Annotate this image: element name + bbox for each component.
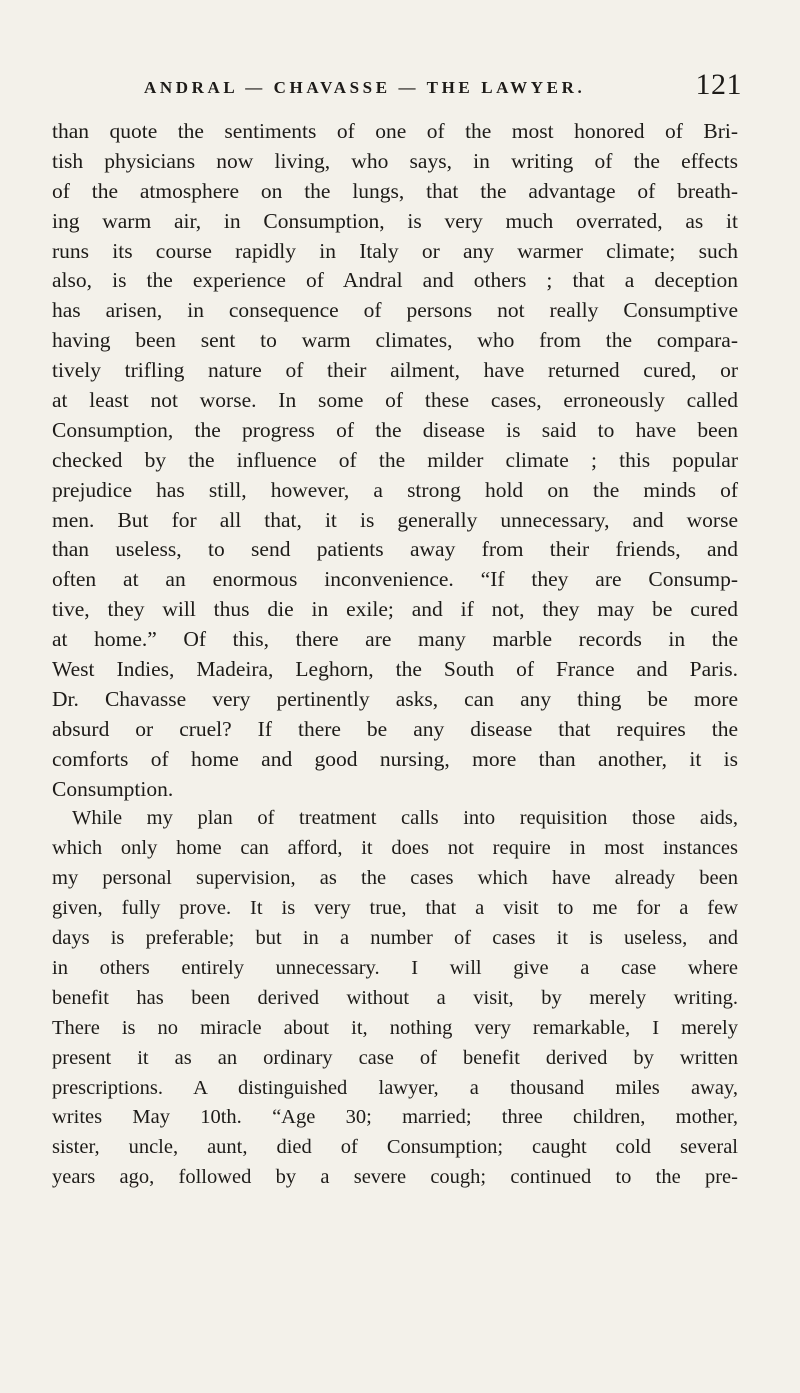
text-line: my personal supervision, as the cases which have already been	[52, 867, 738, 890]
text-line: There is no miracle about it, nothing very remarkable, I merely	[52, 1016, 738, 1039]
text-line: days is preferable; but in a number of cases it is useless, and	[52, 927, 738, 950]
text-line: Dr. Chavasse very pertinently asks, can any thing be more	[52, 686, 738, 711]
text-line: tish physicians now living, who says, in writing of the effects	[52, 148, 738, 173]
text-line: men. But for all that, it is generally unnecessary, and worse	[52, 507, 738, 532]
text-line: at home.” Of this, there are many marble records in the	[52, 627, 738, 652]
text-line: years ago, followed by a severe cough; continued to the pre-	[52, 1166, 738, 1189]
text-line: tively trifling nature of their ailment, have returned cured, or	[52, 358, 738, 383]
page-number: 121	[695, 68, 742, 101]
text-line: sister, uncle, aunt, died of Consumption; caught cold several	[52, 1136, 738, 1159]
text-line: which only home can afford, it does not require in most instances	[52, 837, 738, 860]
text-line: in others entirely unnecessary. I will give a case where	[52, 956, 738, 979]
text-line: present it as an ordinary case of benefit derived by written	[52, 1046, 738, 1069]
paragraph-end-line: Consumption.	[52, 776, 174, 801]
text-line: absurd or cruel? If there be any disease that requires the	[52, 716, 738, 741]
text-line: of the atmosphere on the lungs, that the advantage of breath-	[52, 178, 738, 203]
paragraph-start-line: While my plan of treatment calls into requisition those aids,	[72, 807, 738, 830]
text-line: benefit has been derived without a visit, by merely writing.	[52, 986, 738, 1009]
text-line: Consumption, the progress of the disease is said to have been	[52, 417, 738, 442]
text-line: checked by the influence of the milder climate ; this popular	[52, 447, 738, 472]
text-line: at least not worse. In some of these cases, erroneously called	[52, 388, 738, 413]
body-text	[52, 117, 738, 1193]
text-line: ing warm air, in Consumption, is very much overrated, as it	[52, 208, 738, 233]
text-line: West Indies, Madeira, Leghorn, the South of France and Paris.	[52, 657, 738, 682]
text-line: writes May 10th. “Age 30; married; three children, mother,	[52, 1106, 738, 1129]
text-line: than quote the sentiments of one of the most honored of Bri-	[52, 119, 738, 143]
text-line: given, fully prove. It is very true, that a visit to me for a few	[52, 897, 738, 920]
text-line: prejudice has still, however, a strong hold on the minds of	[52, 477, 738, 502]
text-line: tive, they will thus die in exile; and if not, they may be cured	[52, 597, 738, 622]
text-line: also, is the experience of Andral and others ; that a deception	[52, 268, 738, 293]
text-line: than useless, to send patients away from their friends, and	[52, 537, 738, 562]
text-line: runs its course rapidly in Italy or any warmer climate; such	[52, 238, 738, 263]
running-head	[52, 64, 742, 104]
text-line: often at an enormous inconvenience. “If they are Consump-	[52, 567, 738, 592]
text-line: prescriptions. A distinguished lawyer, a thousand miles away,	[52, 1076, 738, 1099]
text-line: has arisen, in consequence of persons not really Consumptive	[52, 298, 738, 323]
text-line: having been sent to warm climates, who from the compara-	[52, 328, 738, 353]
text-line: comforts of home and good nursing, more than another, it is	[52, 746, 738, 771]
running-title: ANDRAL — CHAVASSE — THE LAWYER.	[144, 78, 586, 97]
